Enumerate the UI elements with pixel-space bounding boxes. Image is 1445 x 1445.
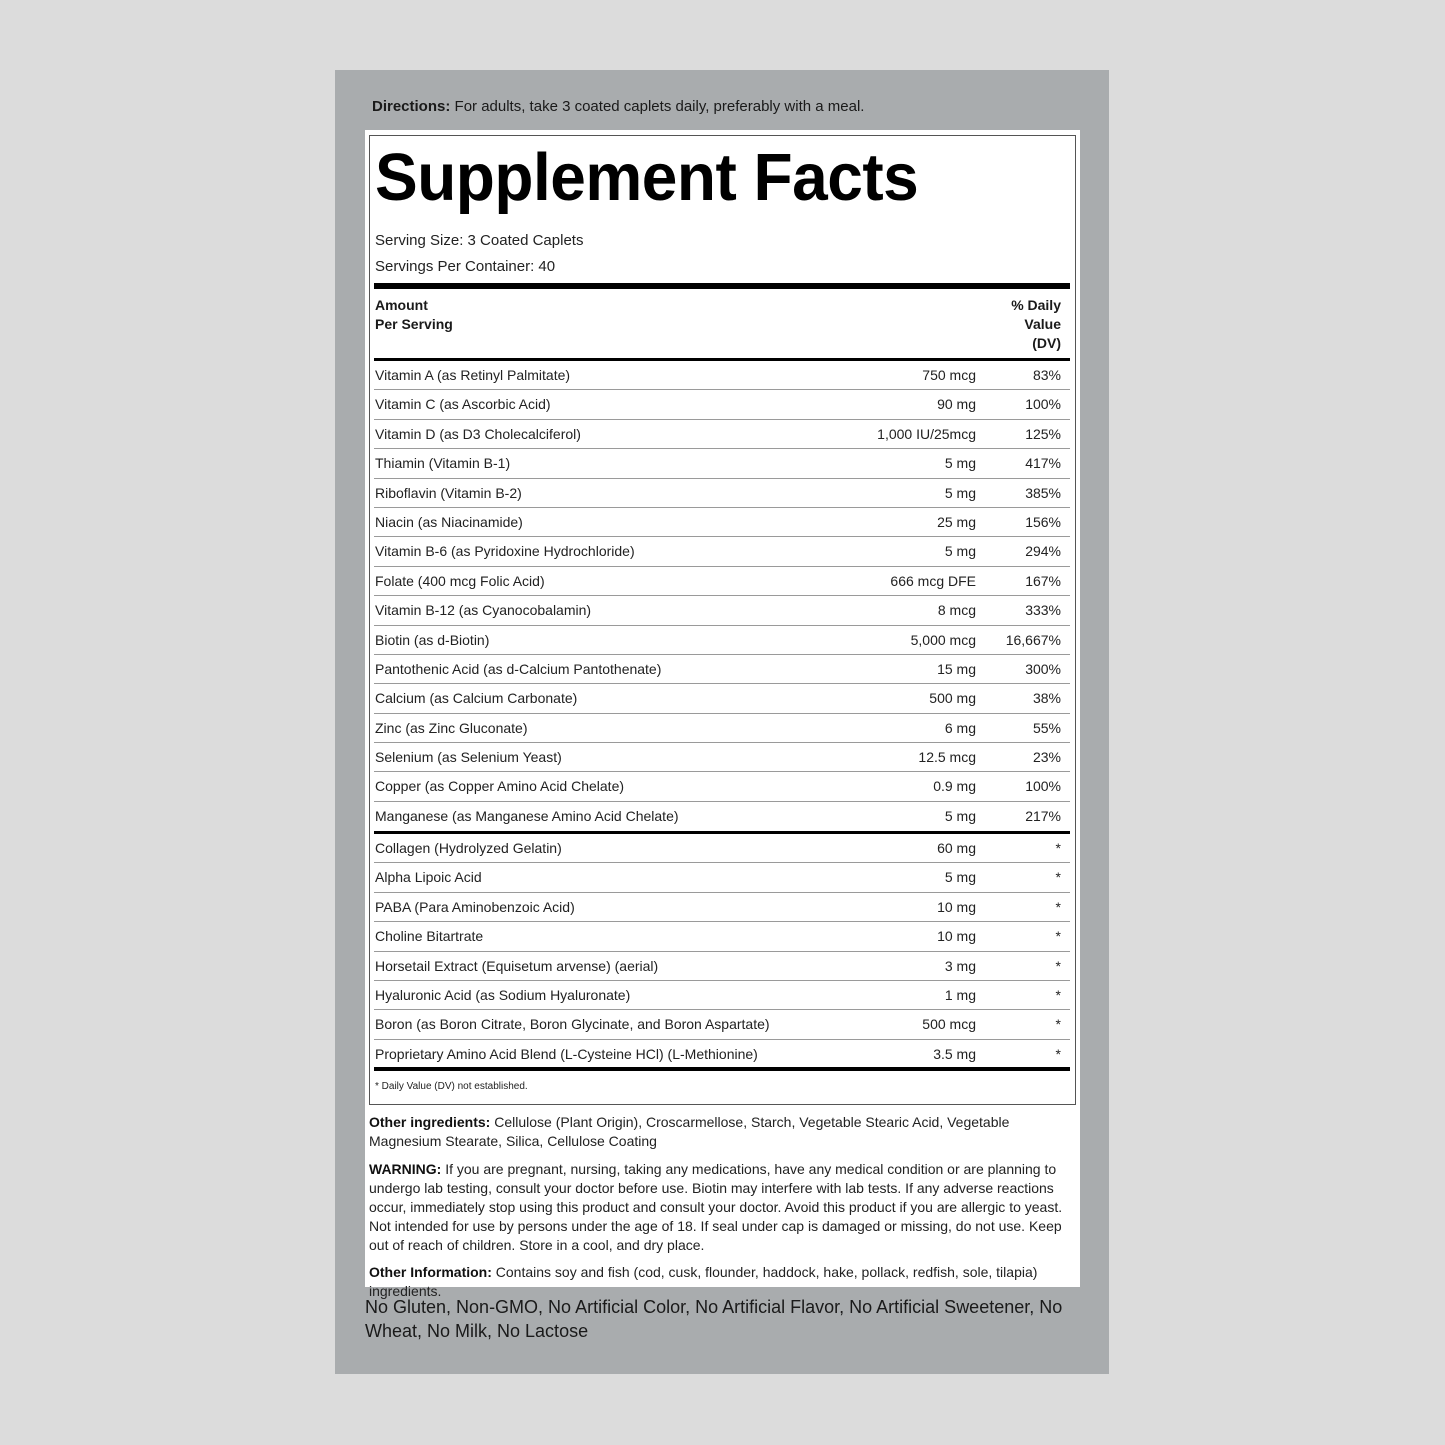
ingredient-amount: 5 mg — [944, 869, 976, 886]
daily-value: * — [1055, 957, 1061, 974]
daily-value: 125% — [1025, 425, 1061, 442]
table-row — [374, 420, 1070, 449]
ingredient-name: Vitamin B-12 (as Cyanocobalamin) — [375, 602, 592, 619]
ingredient-amount: 500 mg — [929, 690, 976, 707]
directions-label: Directions: — [372, 98, 451, 115]
daily-value: 294% — [1025, 543, 1061, 560]
nutrient-table — [374, 361, 1070, 831]
ingredient-amount: 750 mcg — [922, 367, 976, 383]
ingredient-amount: 6 mg — [944, 719, 976, 736]
label-card — [365, 130, 1080, 1299]
ingredient-amount: 15 mg — [937, 660, 976, 677]
daily-value: * — [1055, 986, 1061, 1003]
amount-per-serving-header — [375, 296, 453, 334]
ingredient-name: Selenium (as Selenium Yeast) — [375, 749, 562, 766]
servings-per-container: Servings Per Container: 40 — [375, 258, 556, 275]
other-ingredients-label: Other ingredients: — [369, 1114, 491, 1130]
warning-label: WARNING: — [369, 1161, 442, 1177]
table-row — [374, 537, 1070, 566]
ingredient-amount: 12.5 mcg — [918, 749, 976, 766]
ingredient-name: Boron (as Boron Citrate, Boron Glycinate, and Boron Aspartate) — [375, 1016, 770, 1033]
ingredient-amount: 10 mg — [937, 898, 976, 915]
daily-value: 23% — [1032, 749, 1061, 766]
table-row — [374, 743, 1070, 772]
daily-value: * — [1055, 869, 1061, 886]
daily-value: 38% — [1032, 690, 1061, 707]
other-ingredients-table — [374, 834, 1070, 1069]
daily-value: 385% — [1025, 484, 1061, 501]
ingredient-name: Copper (as Copper Amino Acid Chelate) — [375, 778, 625, 795]
daily-value: 300% — [1025, 660, 1061, 677]
header-daily: % Daily — [1011, 297, 1061, 313]
daily-value: 156% — [1025, 513, 1061, 530]
ingredient-name: PABA (Para Aminobenzoic Acid) — [375, 898, 575, 915]
ingredient-amount: 60 mg — [937, 840, 976, 856]
ingredient-name: Vitamin A (as Retinyl Palmitate) — [375, 367, 571, 383]
warning-text: If you are pregnant, nursing, taking any medications, have any medical condition or are planning to undergo lab testing, consult your doctor before use. Biotin may interfere with lab tests. If any adverse reactions occur, immediately stop using this product and consult your doctor. Avoid this product if you are allergic to yeast. Not intended for use by persons under the age of 18. If seal under cap is damaged or missing, do not use. Keep out of reach of children. Store in a cool, and dry place. — [369, 1161, 1063, 1253]
ingredient-amount: 0.9 mg — [933, 778, 976, 795]
table-row — [374, 479, 1070, 508]
table-row — [374, 508, 1070, 537]
table-row — [374, 802, 1070, 831]
daily-value: * — [1055, 1045, 1061, 1062]
table-row — [374, 1040, 1070, 1069]
table-row — [374, 684, 1070, 713]
daily-value-header — [1011, 296, 1061, 353]
ingredient-name: Vitamin D (as D3 Cholecalciferol) — [375, 425, 581, 442]
daily-value: * — [1055, 928, 1061, 945]
header-value: Value — [1024, 316, 1061, 332]
supplement-facts-box — [369, 135, 1076, 1105]
ingredient-name: Pantothenic Acid (as d-Calcium Pantothenate) — [375, 660, 662, 677]
ingredient-name: Choline Bitartrate — [375, 928, 484, 945]
table-row — [374, 626, 1070, 655]
daily-value: 100% — [1025, 778, 1061, 795]
table-row — [374, 714, 1070, 743]
daily-value: 83% — [1032, 367, 1061, 383]
ingredient-name: Hyaluronic Acid (as Sodium Hyaluronate) — [375, 986, 631, 1003]
ingredient-name: Vitamin B-6 (as Pyridoxine Hydrochloride) — [375, 543, 635, 560]
warning-paragraph — [369, 1160, 1074, 1255]
table-row — [374, 772, 1070, 801]
ingredient-name: Thiamin (Vitamin B-1) — [375, 455, 511, 472]
ingredient-name: Niacin (as Niacinamide) — [375, 513, 523, 530]
daily-value: 100% — [1025, 396, 1061, 413]
other-information-label: Other Information: — [369, 1264, 492, 1280]
ingredient-amount: 666 mcg DFE — [890, 572, 976, 589]
table-row — [374, 834, 1070, 863]
bottom-divider — [374, 1067, 1070, 1071]
daily-value: 55% — [1032, 719, 1061, 736]
table-row — [374, 952, 1070, 981]
ingredient-amount: 90 mg — [937, 396, 976, 413]
table-row — [374, 390, 1070, 419]
daily-value: 217% — [1025, 807, 1061, 824]
ingredient-amount: 5,000 mcg — [910, 631, 976, 648]
ingredient-amount: 5 mg — [944, 484, 976, 501]
table-row — [374, 596, 1070, 625]
table-row — [374, 449, 1070, 478]
other-information-text: Contains soy and fish (cod, cusk, flounder, haddock, hake, pollack, redfish, sole, tilapia) ingredients. — [369, 1264, 1038, 1299]
other-ingredients-text: Cellulose (Plant Origin), Croscarmellose, Starch, Vegetable Stearic Acid, Vegetable Magnesium Stearate, Silica, Cellulose Coating — [369, 1114, 1010, 1149]
directions-text: For adults, take 3 coated caplets daily, preferably with a meal. — [454, 98, 865, 115]
ingredient-amount: 5 mg — [944, 543, 976, 560]
daily-value: * — [1055, 898, 1061, 915]
ingredient-amount: 1 mg — [944, 986, 976, 1003]
serving-size: Serving Size: 3 Coated Caplets — [375, 232, 584, 249]
daily-value: * — [1055, 1016, 1061, 1033]
ingredient-name: Biotin (as d-Biotin) — [375, 631, 490, 648]
daily-value: * — [1055, 840, 1061, 856]
ingredient-amount: 3 mg — [944, 957, 976, 974]
ingredient-amount: 1,000 IU/25mcg — [877, 425, 976, 442]
other-ingredients-paragraph — [369, 1113, 1074, 1151]
table-row — [374, 893, 1070, 922]
dv-footnote: * Daily Value (DV) not established. — [375, 1081, 528, 1092]
daily-value: 16,667% — [1005, 631, 1061, 648]
thick-divider — [374, 283, 1070, 289]
ingredient-amount: 8 mcg — [937, 602, 976, 619]
ingredient-amount: 3.5 mg — [933, 1045, 976, 1062]
ingredient-name: Zinc (as Zinc Gluconate) — [375, 719, 528, 736]
ingredient-name: Riboflavin (Vitamin B-2) — [375, 484, 522, 501]
table-row — [374, 1010, 1070, 1039]
header-per-serving: Per Serving — [375, 316, 453, 332]
table-row — [374, 863, 1070, 892]
ingredient-name: Calcium (as Calcium Carbonate) — [375, 690, 578, 707]
table-row — [374, 981, 1070, 1010]
ingredient-amount: 10 mg — [937, 928, 976, 945]
ingredient-amount: 5 mg — [944, 455, 976, 472]
ingredient-name: Proprietary Amino Acid Blend (L-Cysteine HCl) (L-Methionine) — [375, 1045, 758, 1062]
ingredient-name: Collagen (Hydrolyzed Gelatin) — [375, 840, 562, 856]
facts-title: Supplement Facts — [375, 139, 919, 215]
ingredient-name: Folate (400 mcg Folic Acid) — [375, 572, 545, 589]
ingredient-name: Horsetail Extract (Equisetum arvense) (aerial) — [375, 957, 659, 974]
ingredient-amount: 5 mg — [944, 807, 976, 824]
ingredient-name: Alpha Lipoic Acid — [375, 869, 482, 886]
ingredient-name: Vitamin C (as Ascorbic Acid) — [375, 396, 551, 413]
ingredient-amount: 500 mcg — [922, 1016, 976, 1033]
directions — [372, 98, 864, 115]
ingredient-name: Manganese (as Manganese Amino Acid Chelate) — [375, 807, 679, 824]
table-row — [374, 567, 1070, 596]
table-row — [374, 922, 1070, 951]
supplement-label-panel — [335, 70, 1109, 1374]
daily-value: 417% — [1025, 455, 1061, 472]
daily-value: 167% — [1025, 572, 1061, 589]
header-amount: Amount — [375, 297, 428, 313]
table-row — [374, 361, 1070, 390]
daily-value: 333% — [1025, 602, 1061, 619]
free-from-claims: No Gluten, Non-GMO, No Artificial Color, No Artificial Flavor, No Artificial Sweetener, No Wheat, No Milk, No Lactose — [365, 1297, 1063, 1341]
ingredient-amount: 25 mg — [937, 513, 976, 530]
table-row — [374, 655, 1070, 684]
header-dv: (DV) — [1032, 335, 1061, 351]
